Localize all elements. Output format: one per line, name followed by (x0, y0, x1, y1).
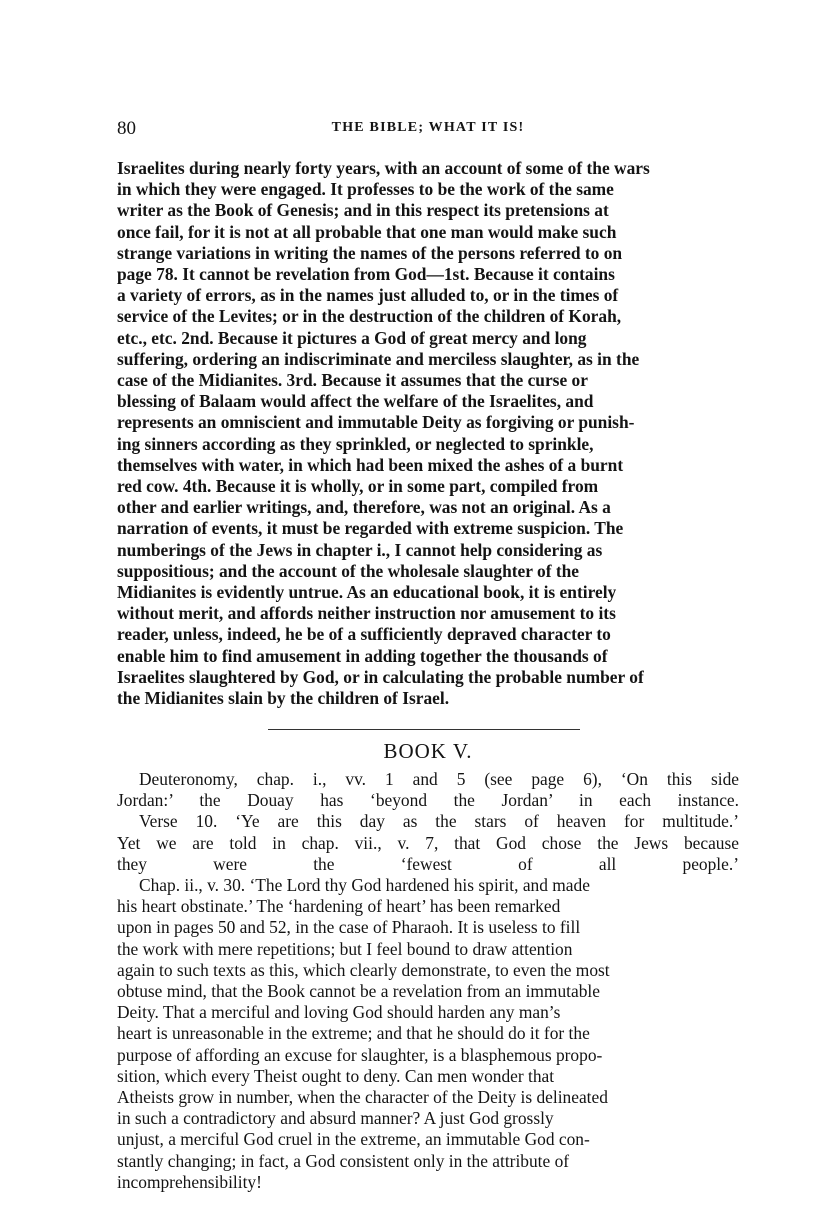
text-line: strange variations in writing the names of the persons referred to on (117, 242, 623, 263)
text-line: they were the ‘fewest of all people.’ (117, 853, 739, 874)
numbers-paragraph (117, 158, 739, 709)
text-line: Midianites is evidently untrue. As an educational book, it is entirely (117, 582, 617, 603)
paragraph-chap-ii (117, 875, 739, 1193)
text-line: Chap. ii., v. 30. ‘The Lord thy God hardened his spirit, and made (139, 875, 590, 896)
text-line: enable him to find amusement in adding together the thousands of (117, 645, 608, 666)
text-line: Yet we are told in chap. vii., v. 7, that God chose the Jews because (117, 832, 739, 853)
paragraph-deuteronomy-i (117, 769, 739, 811)
running-head: THE BIBLE; WHAT IT IS! (331, 120, 525, 135)
section-divider (268, 729, 580, 730)
text-line: purpose of affording an excuse for slaughter, is a blasphemous propo- (117, 1044, 603, 1065)
text-line: upon in pages 50 and 52, in the case of Pharaoh. It is useless to fill (117, 917, 581, 938)
text-line: heart is unreasonable in the extreme; and that he should do it for the (117, 1023, 590, 1044)
text-line: Verse 10. ‘Ye are this day as the stars of heaven for multitude.’ (139, 811, 739, 832)
text-line: the work with mere repetitions; but I feel bound to draw attention (117, 938, 573, 959)
text-line: Israelites slaughtered by God, or in calculating the probable number of (117, 666, 644, 687)
text-line: reader, unless, indeed, he be of a sufficiently depraved character to (117, 624, 611, 645)
section-title: BOOK V. (383, 739, 473, 763)
text-line: page 78. It cannot be revelation from God—1st. Because it contains (117, 264, 615, 285)
text-line: suppositious; and the account of the wholesale slaughter of the (117, 560, 580, 581)
text-line: blessing of Balaam would affect the welfare of the Israelites, and (117, 391, 594, 412)
text-line: represents an omniscient and immutable Deity as forgiving or punish- (117, 412, 635, 433)
text-line: etc., etc. 2nd. Because it pictures a God of great mercy and long (117, 327, 587, 348)
text-line: writer as the Book of Genesis; and in this respect its pretensions at (117, 200, 609, 221)
book-v-text (117, 769, 739, 1193)
text-line: once fail, for it is not at all probable that one man would make such (117, 221, 617, 242)
text-line: Israelites during nearly forty years, with an account of some of the wars (117, 158, 650, 178)
text-line: themselves with water, in which had been mixed the ashes of a burnt (117, 454, 624, 475)
text-line: service of the Levites; or in the destruction of the children of Korah, (117, 306, 622, 327)
text-line: Atheists grow in number, when the character of the Deity is delineated (117, 1087, 608, 1108)
text-line: his heart obstinate.’ The ‘hardening of heart’ has been remarked (117, 896, 561, 917)
text-line: without merit, and affords neither instruction nor amusement to its (117, 603, 616, 624)
text-line: Deuteronomy, chap. i., vv. 1 and 5 (see page 6), ‘On this side (139, 769, 739, 789)
text-line: suffering, ordering an indiscriminate and merciless slaughter, as in the (117, 348, 640, 369)
text-line: case of the Midianites. 3rd. Because it assumes that the curse or (117, 370, 588, 391)
text-line: Jordan:’ the Douay has ‘beyond the Jordan’ in each instance. (117, 790, 739, 811)
text-line: the Midianites slain by the children of Israel. (117, 688, 450, 709)
text-line: red cow. 4th. Because it is wholly, or in some part, compiled from (117, 476, 599, 497)
page-header (117, 118, 739, 144)
paragraph (117, 158, 739, 709)
text-line: numberings of the Jews in chapter i., I cannot help considering as (117, 539, 603, 560)
text-line: other and earlier writings, and, therefore, was not an original. As a (117, 497, 611, 518)
text-line: Deity. That a merciful and loving God should harden any man’s (117, 1002, 561, 1023)
text-line: obtuse mind, that the Book cannot be a revelation from an immutable (117, 981, 600, 1002)
text-line: unjust, a merciful God cruel in the extreme, an immutable God con- (117, 1129, 590, 1150)
text-line: stantly changing; in fact, a God consistent only in the attribute of (117, 1150, 570, 1171)
text-line: sition, which every Theist ought to deny. Can men wonder that (117, 1065, 555, 1086)
text-line: again to such texts as this, which clearly demonstrate, to even the most (117, 959, 610, 980)
text-line: ing sinners according as they sprinkled, or neglected to sprinkle, (117, 433, 594, 454)
text-line: narration of events, it must be regarded with extreme suspicion. The (117, 518, 624, 539)
paragraph-verse-10 (117, 811, 739, 875)
text-line: a variety of errors, as in the names just alluded to, or in the times of (117, 285, 619, 306)
text-line: in which they were engaged. It professes to be the work of the same (117, 179, 614, 200)
page-number: 80 (117, 118, 136, 139)
text-line: in such a contradictory and absurd manner? A just God grossly (117, 1108, 554, 1129)
text-line: incomprehensibility! (117, 1171, 262, 1192)
